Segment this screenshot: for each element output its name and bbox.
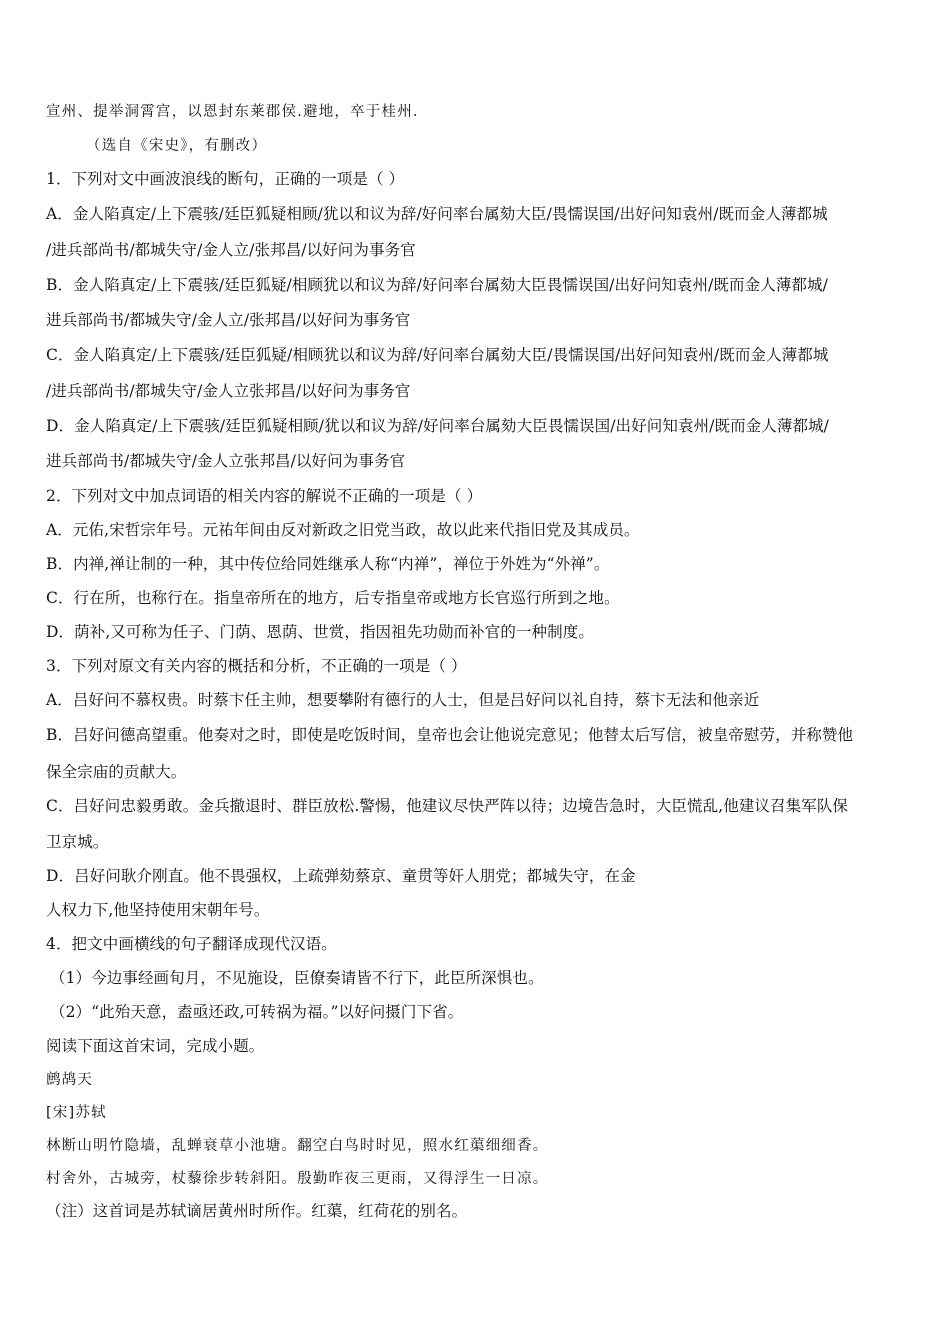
passage-source: （选自《宋史》，有删改） — [86, 138, 268, 154]
poem-intro: 阅读下面这首宋词，完成小题。 — [46, 1037, 265, 1055]
passage-end-line: 宣州、提举洞霄宫，以恩封东莱郡侯.避地，卒于桂州. — [46, 104, 419, 120]
question-2-option-b: B．内禅,禅让制的一种，其中传位给同姓继承人称“内禅”，禅位于外姓为“外禅”。 — [46, 555, 610, 573]
poem-title: 鹧鸪天 — [46, 1072, 94, 1088]
question-3-option-c-line-2: 卫京城。 — [46, 833, 109, 851]
poem-author: [宋]苏轼 — [46, 1105, 107, 1121]
question-3-option-b-line-1: B．吕好问德高望重。他奏对之时，即使是吃饭时间，皇帝也会让他说完意见；他替太后写信，被皇帝慰劳，并称赞他 — [46, 726, 854, 744]
question-1-option-d-line-1: D．金人陷真定/上下震骇/廷臣狐疑相顾/犹以和议为辞/好问率台属劾大臣畏懦误国/出好问知袁州/既而金人薄都城/ — [46, 417, 829, 435]
question-3-option-a: A．吕好问不慕权贵。时蔡卞任主帅，想要攀附有德行的人士，但是吕好问以礼自持，蔡卞无法和他亲近 — [46, 691, 760, 709]
question-3-option-d-line-1: D．吕好问耿介刚直。他不畏强权，上疏弹劾蔡京、童贯等奸人朋党；都城失守，在金 — [46, 867, 636, 885]
question-1-option-d-line-2: 进兵部尚书/都城失守/金人立张邦昌/以好问为事务官 — [46, 452, 406, 470]
poem-note: （注）这首词是苏轼谪居黄州时所作。红蕖，红荷花的别名。 — [46, 1202, 468, 1220]
question-4-sentence-1: （1）今边事经画旬月，不见施设，臣僚奏请皆不行下，此臣所深惧也。 — [50, 969, 544, 987]
question-3-option-d-line-2: 人权力下,他坚持使用宋朝年号。 — [46, 901, 270, 919]
question-2-option-c: C．行在所，也称行在。指皇帝所在的地方，后专指皇帝或地方长官巡行所到之地。 — [46, 589, 620, 607]
question-2-stem: 2．下列对文中加点词语的相关内容的解说不正确的一项是（ ） — [46, 487, 483, 505]
question-1-option-b-line-1: B．金人陷真定/上下震骇/廷臣狐疑/相顾犹以和议为辞/好问率台属劾大臣畏懦误国/出好问知袁州/既而金人薄都城/ — [46, 276, 828, 294]
poem-line-2: 村舍外，古城旁，杖藜徐步转斜阳。殷勤昨夜三更雨，又得浮生一日凉。 — [46, 1171, 549, 1187]
question-1-option-a-line-2: /进兵部尚书/都城失守/金人立/张邦昌/以好问为事务官 — [46, 241, 416, 259]
question-4-sentence-2: （2）“此殆天意，盍亟还政,可转祸为福。”以好问摄门下省。 — [50, 1003, 464, 1021]
question-1-option-c-line-1: C．金人陷真定/上下震骇/廷臣狐疑/相顾犹以和议为辞/好问率台属劾大臣/畏懦误国/出好问知袁州/既而金人薄都城 — [46, 346, 829, 364]
question-1-stem: 1．下列对文中画波浪线的断句，正确的一项是（ ） — [46, 170, 405, 188]
question-3-option-c-line-1: C．吕好问忠毅勇敢。金兵撤退时、群臣放松.警惕，他建议尽快严阵以待；边境告急时，大臣慌乱,他建议召集军队保 — [46, 797, 849, 815]
question-1-option-a-line-1: A．金人陷真定/上下震骇/廷臣狐疑相顾/犹以和议为辞/好问率台属劾大臣/畏懦误国/出好问知袁州/既而金人薄都城 — [46, 205, 828, 223]
question-2-option-d: D．荫补,又可称为任子、门荫、恩荫、世赏，指因祖先功勋而补官的一种制度。 — [46, 623, 594, 641]
poem-line-1: 林断山明竹隐墙，乱蝉衰草小池塘。翻空白鸟时时见，照水红蕖细细香。 — [46, 1138, 549, 1154]
question-3-stem: 3．下列对原文有关内容的概括和分析，不正确的一项是（ ） — [46, 657, 467, 675]
question-4-stem: 4．把文中画横线的句子翻译成现代汉语。 — [46, 935, 337, 953]
question-3-option-b-line-2: 保全宗庙的贡献大。 — [46, 763, 187, 781]
question-2-option-a: A．元佑,宋哲宗年号。元祐年间由反对新政之旧党当政，故以此来代指旧党及其成员。 — [46, 521, 640, 539]
question-1-option-c-line-2: /进兵部尚书/都城失守/金人立张邦昌/以好问为事务官 — [46, 382, 411, 400]
question-1-option-b-line-2: 进兵部尚书/都城失守/金人立/张邦昌/以好问为事务官 — [46, 311, 411, 329]
